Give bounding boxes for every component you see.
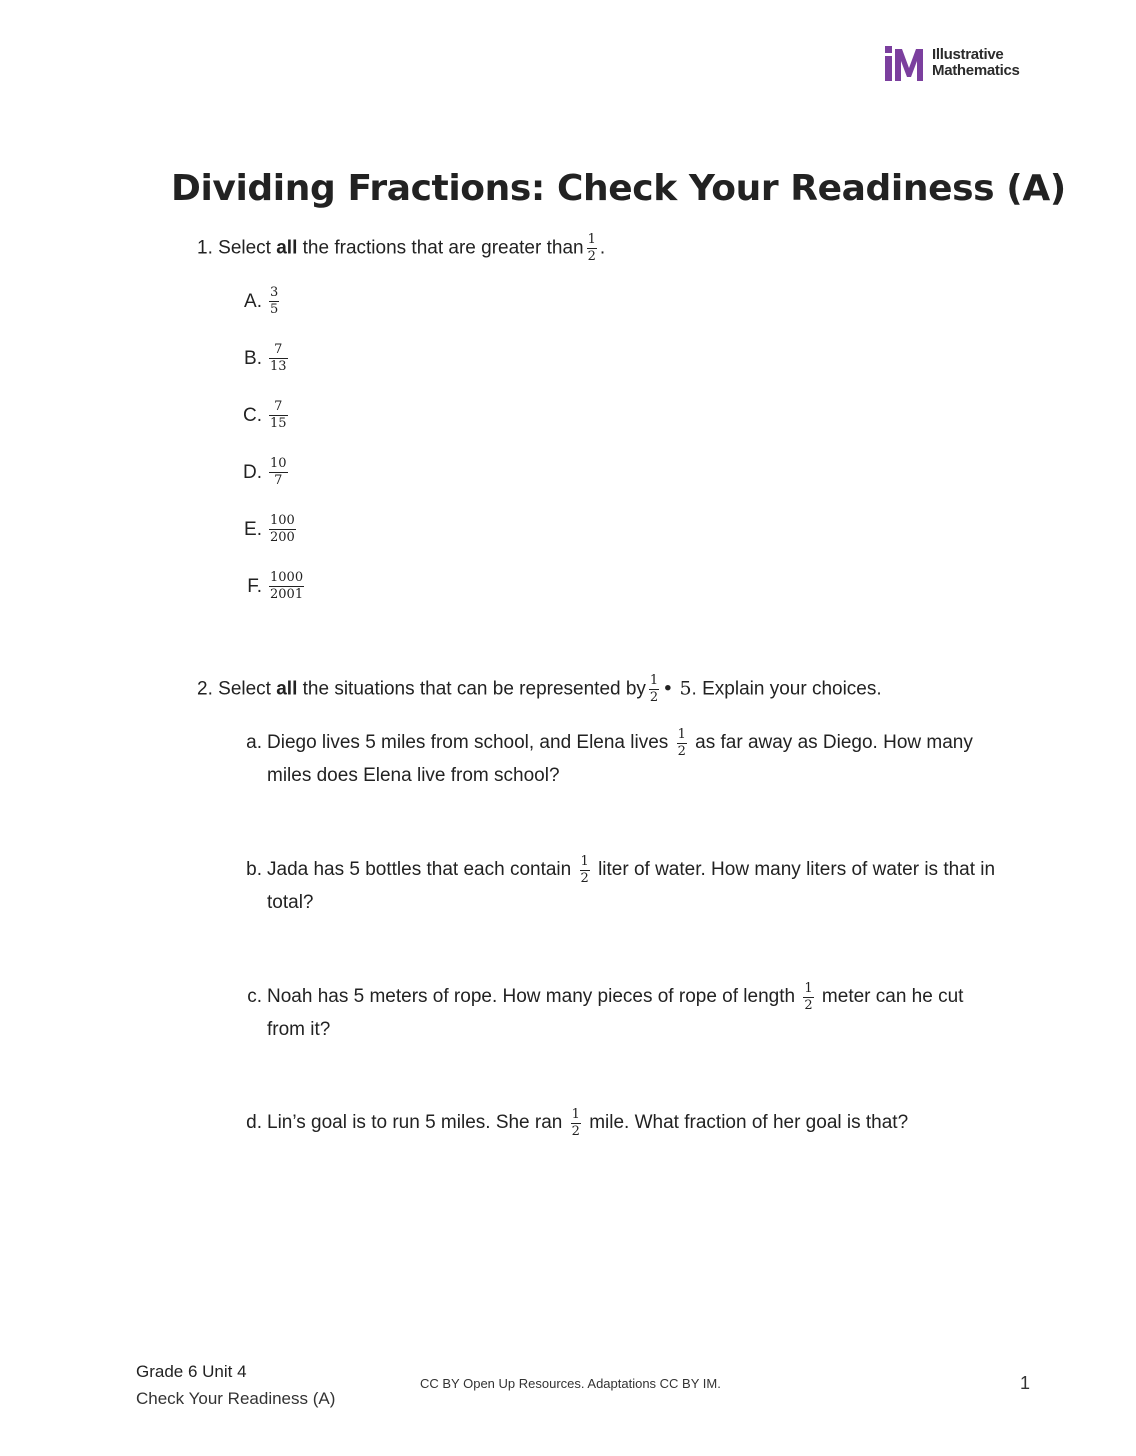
- denominator: 2: [677, 744, 686, 759]
- fraction: [269, 343, 288, 374]
- fraction: [269, 514, 296, 545]
- numerator: 7: [269, 400, 288, 416]
- fraction: [269, 457, 288, 488]
- situation-text-after: mile. What fraction of her goal is that?: [589, 1112, 909, 1133]
- math-expression: • 5: [662, 677, 692, 700]
- logo-line-1: Illustrative: [932, 46, 1004, 63]
- situation-b: [240, 853, 1000, 919]
- fraction: [649, 674, 659, 705]
- option-b[interactable]: [240, 343, 291, 374]
- option-letter: E.: [244, 518, 262, 540]
- situation-text-before: Noah has 5 meters of rope. How many pieces of rope of length: [267, 986, 796, 1007]
- question-prefix: Select: [218, 237, 271, 259]
- denominator: 200: [270, 530, 295, 545]
- fraction: [269, 400, 288, 431]
- footer-unit: Grade 6 Unit 4: [136, 1362, 247, 1381]
- option-c[interactable]: [240, 400, 291, 431]
- situation-text: [267, 1106, 1000, 1139]
- option-letter: F.: [247, 575, 262, 597]
- fraction: [580, 855, 590, 886]
- option-letter: A.: [244, 290, 262, 312]
- situation-text-after: meter can he cut from it?: [267, 986, 964, 1040]
- numerator: 1: [649, 673, 659, 688]
- denominator: 13: [270, 359, 287, 374]
- question-text: the situations that can be represented by: [302, 678, 646, 700]
- fraction: [587, 233, 597, 264]
- numerator: 1: [587, 232, 596, 247]
- situation-d: [240, 1106, 1000, 1139]
- option-letter: B.: [244, 347, 262, 369]
- situation-text-after: liter of water. How many liters of water is that in total?: [267, 859, 996, 913]
- question-prefix: Select: [218, 678, 271, 700]
- question-end: . Explain your choices.: [691, 678, 882, 700]
- denominator: 2: [649, 690, 659, 705]
- fraction: [269, 571, 304, 602]
- fraction: [571, 1108, 581, 1139]
- denominator: 2001: [270, 587, 304, 602]
- numerator: 1: [804, 981, 813, 996]
- denominator: 7: [274, 473, 283, 488]
- numerator: 3: [270, 285, 279, 300]
- numerator: 1: [580, 854, 589, 869]
- numerator: 1: [571, 1107, 580, 1122]
- situation-text-before: Jada has 5 bottles that each contain: [267, 859, 572, 880]
- option-a[interactable]: [240, 286, 282, 317]
- question-text: the fractions that are greater than: [302, 237, 584, 259]
- page-number: 1: [1020, 1373, 1031, 1393]
- numerator: 7: [269, 343, 288, 359]
- footer-license: CC BY Open Up Resources. Adaptations CC BY IM.: [420, 1376, 721, 1391]
- option-e[interactable]: [240, 514, 299, 545]
- denominator: 15: [270, 416, 287, 431]
- situation-text-before: Diego lives 5 miles from school, and Elena lives: [267, 732, 669, 753]
- im-logo-icon: [884, 46, 926, 82]
- situation-text: [267, 726, 1000, 792]
- situation-a: [240, 726, 1000, 792]
- fraction: [269, 286, 279, 317]
- numerator: 10: [270, 456, 287, 471]
- denominator: 2: [804, 998, 813, 1013]
- option-letter: D.: [243, 461, 262, 483]
- situation-letter: a.: [246, 732, 262, 753]
- question-emphasis: all: [276, 237, 298, 259]
- denominator: 2: [571, 1124, 580, 1139]
- situation-text: [267, 853, 1000, 919]
- illustrative-mathematics-logo: [884, 46, 1044, 82]
- situation-text-after: as far away as Diego. How many miles does Elena live from school?: [267, 732, 973, 786]
- situation-text: [267, 980, 1000, 1046]
- numerator: 100: [270, 513, 295, 528]
- situation-c: [240, 980, 1000, 1046]
- numerator: 1000: [270, 570, 304, 585]
- question-number: 2.: [197, 678, 213, 700]
- footer-subtitle: Check Your Readiness (A): [136, 1389, 336, 1408]
- situation-text-before: Lin’s goal is to run 5 miles. She ran: [267, 1112, 563, 1133]
- denominator: 2: [587, 249, 596, 264]
- question-number: 1.: [197, 237, 213, 259]
- option-d[interactable]: [240, 457, 291, 488]
- option-f[interactable]: [240, 571, 307, 602]
- option-letter: C.: [243, 404, 262, 426]
- numerator: 1: [677, 727, 686, 742]
- situation-letter: d.: [246, 1112, 262, 1133]
- question-emphasis: all: [276, 678, 298, 700]
- question-end: .: [599, 237, 606, 259]
- question-1: [197, 233, 605, 264]
- page-title: Dividing Fractions: Check Your Readiness (A): [171, 168, 1066, 209]
- logo-line-2: Mathematics: [932, 62, 1020, 79]
- situation-letter: b.: [246, 859, 262, 880]
- logo-wordmark: [932, 47, 1020, 79]
- fraction: [677, 728, 687, 759]
- question-2: [197, 674, 882, 705]
- footer-unit-info: [136, 1358, 335, 1412]
- denominator: 5: [270, 302, 279, 317]
- denominator: 2: [580, 871, 589, 886]
- situation-letter: c.: [247, 986, 262, 1007]
- fraction: [803, 982, 813, 1013]
